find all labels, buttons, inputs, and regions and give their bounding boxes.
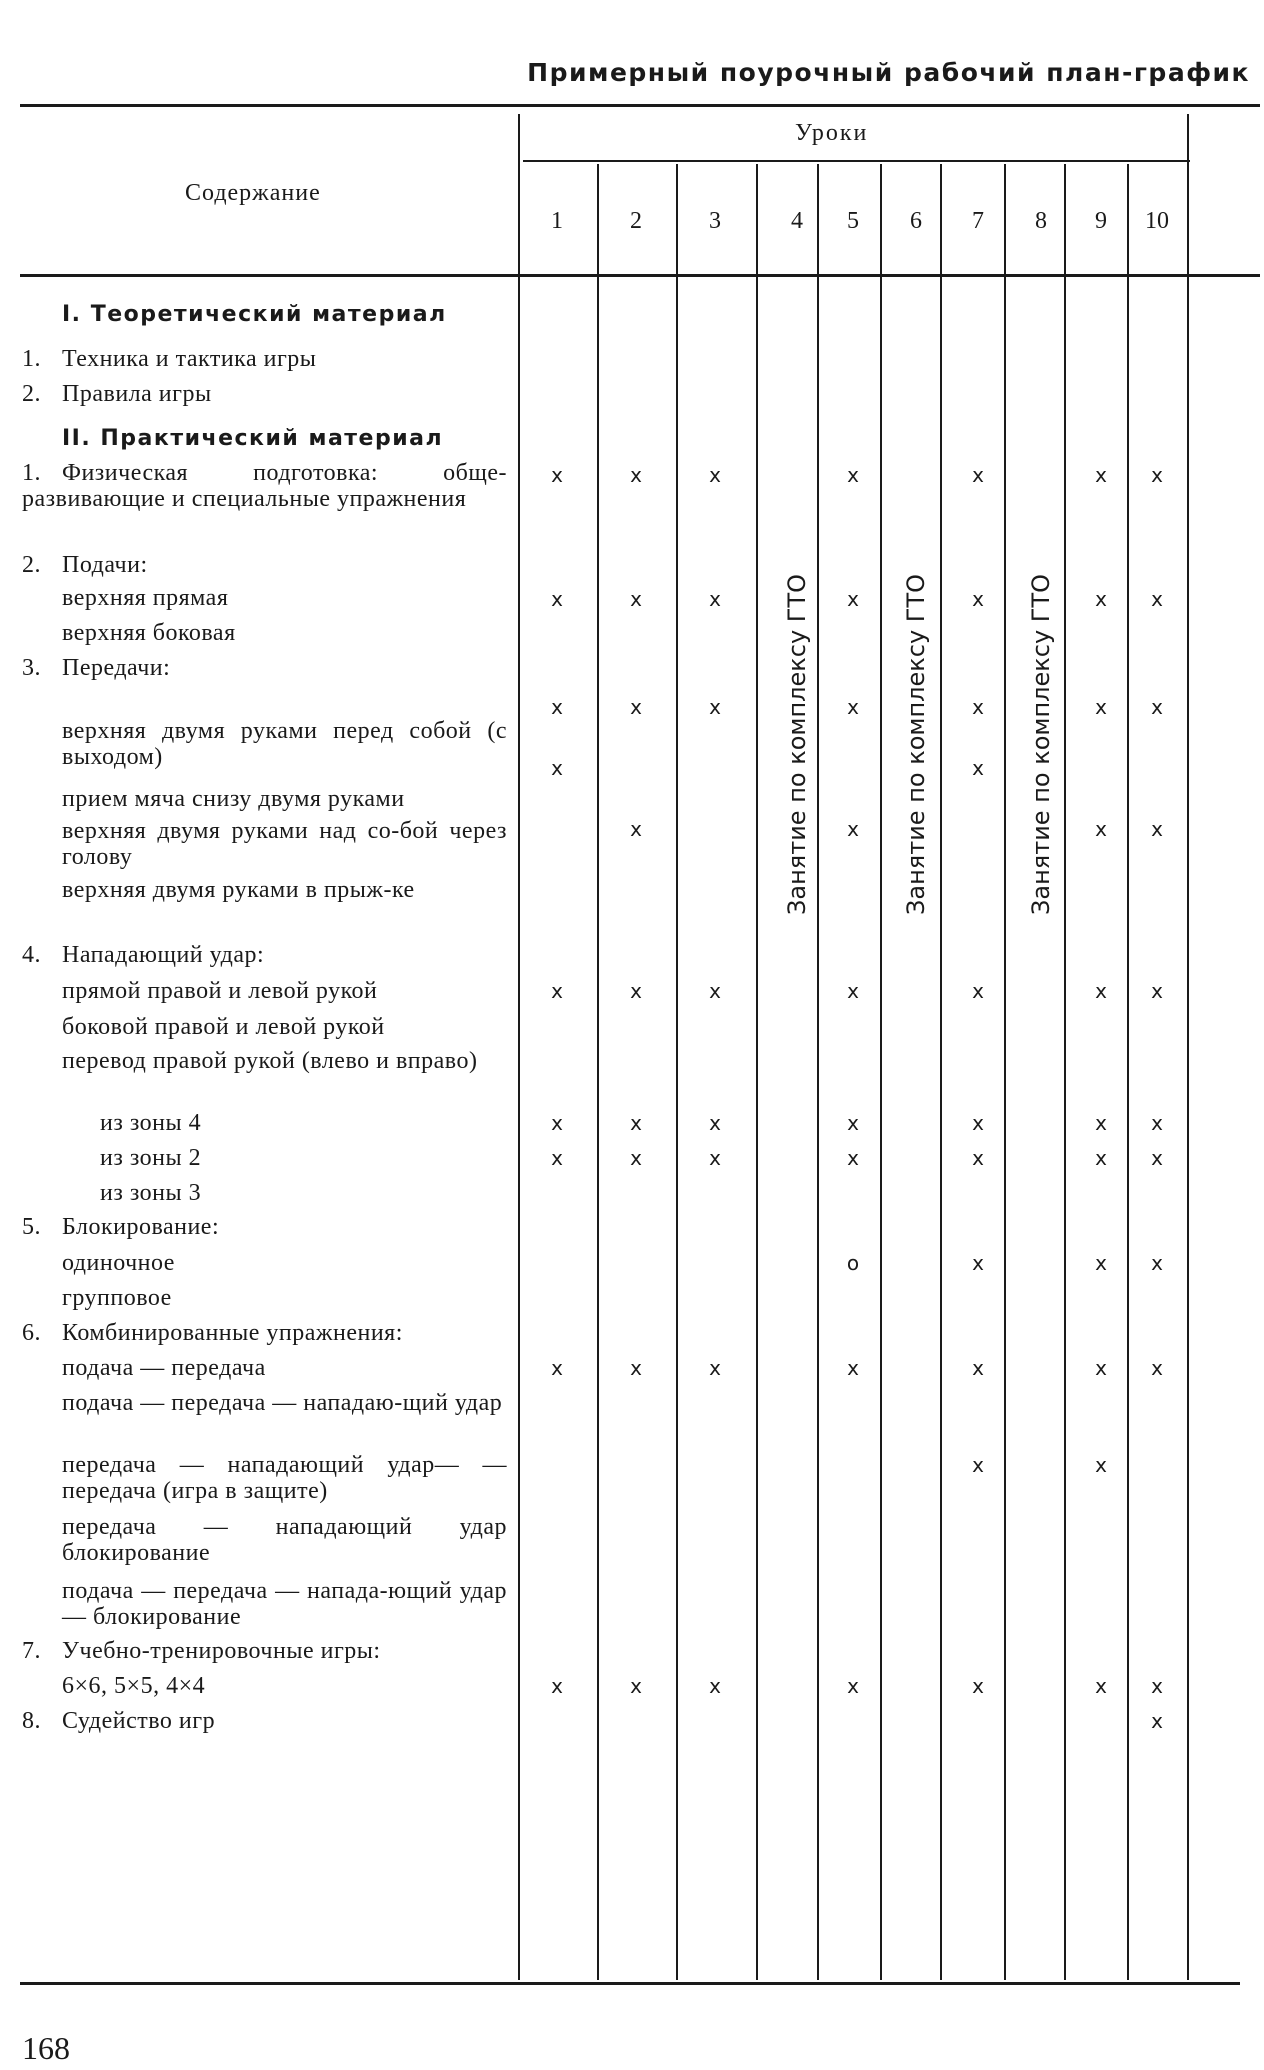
table-row bbox=[62, 1390, 507, 1416]
row-number: 4. bbox=[22, 942, 41, 968]
table-row bbox=[62, 1250, 507, 1276]
lesson-mark: o bbox=[846, 1251, 860, 1275]
lesson-number: 1 bbox=[551, 208, 563, 234]
row-number: 1. bbox=[22, 460, 41, 486]
lesson-mark: x bbox=[847, 463, 859, 487]
table-row bbox=[62, 1578, 507, 1630]
column-line bbox=[1187, 114, 1189, 1980]
table-row bbox=[22, 1708, 507, 1734]
row-number: 3. bbox=[22, 655, 41, 681]
lesson-mark: x bbox=[972, 1146, 984, 1170]
row-label: Блокирование: bbox=[62, 1214, 220, 1240]
lessons-header-rule bbox=[523, 160, 1190, 162]
lesson-mark: x bbox=[847, 1146, 859, 1170]
row-label: одиночное bbox=[62, 1250, 175, 1276]
table-row bbox=[62, 585, 507, 611]
row-label: Техника и тактика игры bbox=[62, 346, 317, 372]
lesson-mark: x bbox=[551, 1674, 563, 1698]
table-row bbox=[100, 1110, 507, 1136]
table-row bbox=[22, 552, 507, 578]
row-label: передача — нападающий удар блокирование bbox=[62, 1514, 507, 1566]
lesson-mark: x bbox=[1151, 1146, 1163, 1170]
lesson-mark: x bbox=[847, 587, 859, 611]
table-row bbox=[62, 620, 507, 646]
lesson-mark: x bbox=[709, 1674, 721, 1698]
table-row bbox=[62, 1285, 507, 1311]
lesson-mark: x bbox=[709, 1111, 721, 1135]
table-row bbox=[22, 655, 507, 681]
table-header-rule bbox=[20, 274, 1260, 277]
lesson-mark: x bbox=[709, 1146, 721, 1170]
lesson-mark: x bbox=[972, 1111, 984, 1135]
row-label: Комбинированные упражнения: bbox=[62, 1320, 403, 1346]
row-label: подача — передача — нападаю-щий удар bbox=[62, 1390, 503, 1416]
table-row bbox=[62, 1673, 507, 1699]
table-row bbox=[62, 818, 507, 870]
lesson-mark: x bbox=[1151, 979, 1163, 1003]
lesson-mark: x bbox=[1095, 1453, 1107, 1477]
section-heading bbox=[62, 426, 507, 452]
lesson-mark: x bbox=[630, 587, 642, 611]
lesson-mark: x bbox=[630, 817, 642, 841]
lesson-mark: x bbox=[1095, 587, 1107, 611]
lesson-mark: x bbox=[709, 463, 721, 487]
column-line bbox=[817, 164, 819, 1980]
lesson-mark: x bbox=[551, 695, 563, 719]
lesson-mark: x bbox=[630, 979, 642, 1003]
table-row bbox=[100, 1145, 507, 1171]
lesson-mark: x bbox=[630, 1111, 642, 1135]
lesson-number: 9 bbox=[1095, 208, 1107, 234]
lesson-mark: x bbox=[1095, 979, 1107, 1003]
lesson-mark: x bbox=[1151, 1111, 1163, 1135]
lesson-mark: x bbox=[1095, 1146, 1107, 1170]
table-row bbox=[22, 1638, 507, 1664]
lesson-mark: x bbox=[1151, 1356, 1163, 1380]
lesson-mark: x bbox=[709, 979, 721, 1003]
lesson-mark: x bbox=[847, 1674, 859, 1698]
column-line bbox=[518, 114, 520, 1980]
lesson-mark: x bbox=[630, 463, 642, 487]
lesson-mark: x bbox=[972, 756, 984, 780]
lesson-mark: x bbox=[972, 1674, 984, 1698]
lesson-mark: x bbox=[630, 1674, 642, 1698]
table-row bbox=[62, 1355, 507, 1381]
table-row bbox=[62, 786, 507, 812]
lesson-mark: x bbox=[1095, 463, 1107, 487]
lesson-mark: x bbox=[1095, 1251, 1107, 1275]
lesson-number: 2 bbox=[630, 208, 642, 234]
row-label: боковой правой и левой рукой bbox=[62, 1014, 385, 1040]
lesson-mark: x bbox=[1151, 817, 1163, 841]
row-label: групповое bbox=[62, 1285, 172, 1311]
table-row bbox=[62, 877, 507, 903]
row-label: Учебно-тренировочные игры: bbox=[62, 1638, 381, 1664]
table-row bbox=[22, 460, 507, 512]
lesson-mark: x bbox=[1151, 587, 1163, 611]
row-label: прием мяча снизу двумя руками bbox=[62, 786, 405, 812]
table-row bbox=[62, 1514, 507, 1566]
row-number: 1. bbox=[22, 346, 41, 372]
row-label: верхняя двумя руками в прыж-ке bbox=[62, 877, 415, 903]
lesson-mark: x bbox=[551, 463, 563, 487]
row-label: II. Практический материал bbox=[62, 426, 444, 451]
lesson-mark: x bbox=[630, 1356, 642, 1380]
row-label: верхняя прямая bbox=[62, 585, 229, 611]
lesson-number: 4 bbox=[791, 208, 803, 234]
section-heading bbox=[62, 302, 507, 328]
lesson-number: 10 bbox=[1145, 208, 1169, 234]
page-title: Примерный поурочный рабочий план-график bbox=[527, 58, 1250, 87]
row-label: Правила игры bbox=[62, 381, 212, 407]
row-label: Физическая подготовка: обще-развивающие и специальные упражнения bbox=[22, 460, 507, 512]
table-bottom-rule bbox=[20, 1982, 1240, 1985]
lesson-mark: x bbox=[709, 587, 721, 611]
row-label: Судейство игр bbox=[62, 1708, 216, 1734]
lesson-mark: x bbox=[1151, 1674, 1163, 1698]
lesson-mark: x bbox=[551, 1146, 563, 1170]
row-label: Подачи: bbox=[62, 552, 148, 578]
row-label: перевод правой рукой (влево и вправо) bbox=[62, 1048, 478, 1074]
column-line bbox=[880, 164, 882, 1980]
table-row bbox=[62, 1014, 507, 1040]
row-label: из зоны 3 bbox=[100, 1180, 202, 1206]
table-row bbox=[22, 1320, 507, 1346]
lesson-mark: x bbox=[972, 587, 984, 611]
lesson-mark: x bbox=[709, 1356, 721, 1380]
lesson-number: 3 bbox=[709, 208, 721, 234]
lesson-mark: x bbox=[972, 1356, 984, 1380]
row-label: прямой правой и левой рукой bbox=[62, 978, 378, 1004]
lesson-mark: x bbox=[630, 1146, 642, 1170]
lesson-mark: x bbox=[1095, 695, 1107, 719]
row-label: из зоны 4 bbox=[100, 1110, 202, 1136]
lesson-mark: x bbox=[1095, 1674, 1107, 1698]
lesson-mark: x bbox=[1151, 1709, 1163, 1733]
row-label: верхняя двумя руками над со-бой через голову bbox=[62, 818, 507, 870]
lesson-mark: x bbox=[972, 695, 984, 719]
lessons-header: Уроки bbox=[795, 120, 869, 146]
page-number: 168 bbox=[22, 2030, 70, 2066]
row-label: верхняя двумя руками перед собой (с выходом) bbox=[62, 718, 507, 770]
row-label: подача — передача — напада-ющий удар — блокирование bbox=[62, 1578, 507, 1630]
row-label: Нападающий удар: bbox=[62, 942, 265, 968]
column-line bbox=[940, 164, 942, 1980]
row-label: передача — нападающий удар— —передача (игра в защите) bbox=[62, 1452, 507, 1504]
lesson-number: 6 bbox=[910, 208, 922, 234]
lesson-mark: x bbox=[1151, 695, 1163, 719]
lesson-mark: x bbox=[847, 1356, 859, 1380]
table-row bbox=[22, 346, 507, 372]
lesson-mark: x bbox=[551, 979, 563, 1003]
lesson-mark: x bbox=[1095, 817, 1107, 841]
gto-label: Занятие по комплексу ГТО bbox=[1027, 574, 1055, 915]
content-column-header: Содержание bbox=[185, 180, 321, 206]
lesson-number: 5 bbox=[847, 208, 859, 234]
table-row bbox=[100, 1180, 507, 1206]
column-line bbox=[676, 164, 678, 1980]
row-number: 7. bbox=[22, 1638, 41, 1664]
table-row bbox=[62, 1452, 507, 1504]
row-label: из зоны 2 bbox=[100, 1145, 202, 1171]
lesson-mark: x bbox=[551, 1111, 563, 1135]
table-row bbox=[22, 942, 507, 968]
table-row bbox=[22, 381, 507, 407]
lesson-mark: x bbox=[972, 1453, 984, 1477]
row-label: Передачи: bbox=[62, 655, 171, 681]
row-label: верхняя боковая bbox=[62, 620, 236, 646]
lesson-mark: x bbox=[847, 695, 859, 719]
row-label: подача — передача bbox=[62, 1355, 266, 1381]
table-row bbox=[62, 978, 507, 1004]
table-row bbox=[62, 718, 507, 770]
lesson-number: 8 bbox=[1035, 208, 1047, 234]
lesson-mark: x bbox=[847, 1111, 859, 1135]
lesson-mark: x bbox=[847, 979, 859, 1003]
column-line bbox=[756, 164, 758, 1980]
row-number: 5. bbox=[22, 1214, 41, 1240]
lesson-mark: x bbox=[551, 756, 563, 780]
row-number: 2. bbox=[22, 381, 41, 407]
lesson-mark: x bbox=[972, 979, 984, 1003]
column-line bbox=[1004, 164, 1006, 1980]
lesson-mark: x bbox=[972, 1251, 984, 1275]
lesson-mark: x bbox=[709, 695, 721, 719]
column-line bbox=[1064, 164, 1066, 1980]
lesson-mark: x bbox=[551, 587, 563, 611]
lesson-mark: x bbox=[847, 817, 859, 841]
table-row bbox=[22, 1214, 507, 1240]
row-number: 6. bbox=[22, 1320, 41, 1346]
row-label: I. Теоретический материал bbox=[62, 302, 447, 327]
table-row bbox=[62, 1048, 507, 1074]
gto-label: Занятие по комплексу ГТО bbox=[902, 574, 930, 915]
lesson-mark: x bbox=[1095, 1111, 1107, 1135]
row-label: 6×6, 5×5, 4×4 bbox=[62, 1673, 206, 1699]
lesson-mark: x bbox=[630, 695, 642, 719]
gto-label: Занятие по комплексу ГТО bbox=[783, 574, 811, 915]
lesson-mark: x bbox=[1095, 1356, 1107, 1380]
column-line bbox=[1127, 164, 1129, 1980]
lesson-mark: x bbox=[972, 463, 984, 487]
lesson-number: 7 bbox=[972, 208, 984, 234]
row-number: 2. bbox=[22, 552, 41, 578]
lesson-mark: x bbox=[1151, 1251, 1163, 1275]
column-line bbox=[597, 164, 599, 1980]
row-number: 8. bbox=[22, 1708, 41, 1734]
table-top-rule bbox=[20, 104, 1260, 107]
lesson-mark: x bbox=[1151, 463, 1163, 487]
lesson-mark: x bbox=[551, 1356, 563, 1380]
